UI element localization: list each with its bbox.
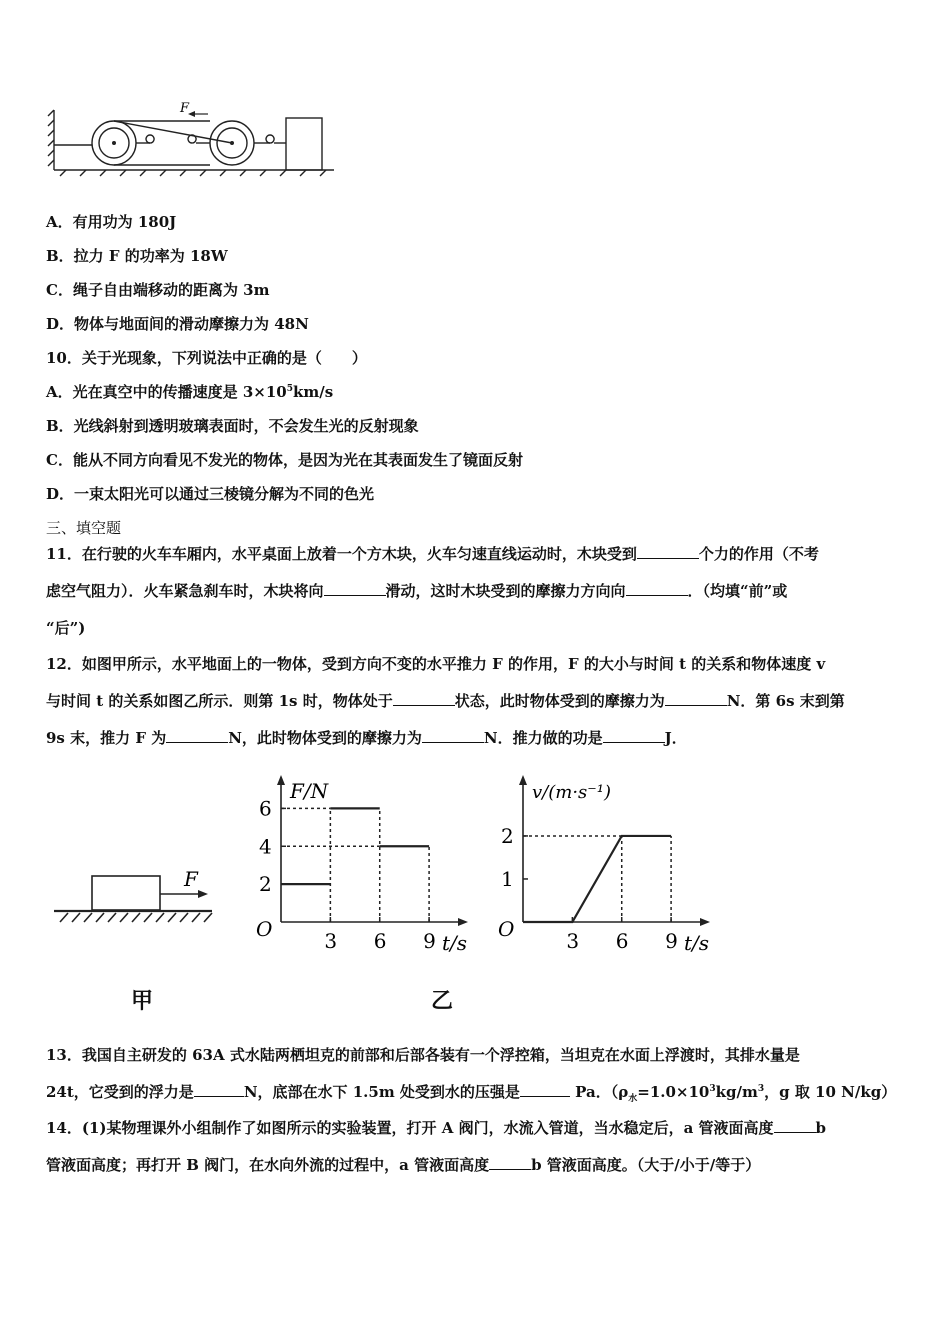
q9-option-c: C．绳子自由端移动的距离为 3m xyxy=(46,281,270,299)
q12-blank-5[interactable] xyxy=(603,728,665,743)
q14-blank-1[interactable] xyxy=(774,1118,816,1133)
q11-line-1: 11．在行驶的火车车厢内，水平桌面上放着一个方木块，火车匀速直线运动时，木块受到 个力的作用（不考 xyxy=(46,545,819,563)
q9-option-b: B．拉力 F 的功率为 18W xyxy=(46,247,228,265)
q12-line-3: 9s 末，推力 F 为 N，此时物体受到的摩擦力为 N．推力做的功是 J． xyxy=(46,729,687,747)
ft-y-label: F/N xyxy=(290,779,329,803)
vt-x-label: t/s xyxy=(684,931,710,955)
vt-y-label: v/(m·s⁻¹) xyxy=(532,782,612,803)
ft-origin: O xyxy=(256,917,273,941)
q13-blank-2[interactable] xyxy=(520,1082,570,1097)
q10-option-c: C．能从不同方向看见不发光的物体，是因为光在其表面发生了镜面反射 xyxy=(46,451,523,469)
q12-blank-3[interactable] xyxy=(166,728,228,743)
q14-blank-2[interactable] xyxy=(489,1155,531,1170)
ft-x-label: t/s xyxy=(442,931,468,955)
pulley-force-label: F xyxy=(180,101,190,116)
q10-option-b: B．光线斜射到透明玻璃表面时，不会发生光的反射现象 xyxy=(46,417,419,435)
vt-series-line xyxy=(523,836,671,922)
q12-blank-1[interactable] xyxy=(393,691,455,706)
q13-line-1: 13．我国自主研发的 63A 式水陆两栖坦克的前部和后部各装有一个浮控箱，当坦克在水面上浮渡时，其排水量是 xyxy=(46,1046,800,1064)
q11-line-3: “后”) xyxy=(46,619,86,637)
vt-y-tick-label-1: 2 xyxy=(501,823,514,848)
q11-blank-2[interactable] xyxy=(324,581,386,596)
q14-line-1: 14．(1)某物理课外小组制作了如图所示的实验装置，打开 A 阀门，水流入管道，当水稳定后，a 管液面高度 b xyxy=(46,1119,827,1137)
q9-option-a: A．有用功为 180J xyxy=(46,213,177,231)
vt-x-arrow xyxy=(700,918,710,926)
q11-line-2: 虑空气阻力）．火车紧急刹车时，木块将向 滑动，这时木块受到的摩擦力方向向 ．（均填“前”或 xyxy=(46,582,788,600)
section-title: 三、填空题 xyxy=(46,519,122,537)
vt-y-tick-label-0: 1 xyxy=(501,866,514,891)
ft-x-arrow xyxy=(458,918,468,926)
figure-yi-caption: 乙 xyxy=(431,988,454,1014)
q9-option-d: D．物体与地面间的滑动摩擦力为 48N xyxy=(46,315,309,333)
ft-y-tick-label-2: 6 xyxy=(259,796,272,821)
q13-line-2: 24t，它受到的浮力是 N，底部在水下 1.5m 处受到水的压强是 Pa．（$\rho_水=1.0\times 10^3kg/m^3$，g 取 10 N/kg） xyxy=(46,1083,897,1104)
figure-jia xyxy=(50,858,220,938)
vt-x-tick-label-2: 9 xyxy=(665,929,678,953)
vt-origin: O xyxy=(498,917,515,941)
ft-y-tick-label-0: 2 xyxy=(259,872,272,897)
q10-option-a: A．光在真空中的传播速度是 $3\times 10^5km/s$ xyxy=(46,383,334,401)
vt-x-tick-label-1: 6 xyxy=(615,929,629,953)
ft-y-arrow xyxy=(277,775,285,785)
pulley-diagram xyxy=(44,98,344,180)
q12-line-1: 12．如图甲所示，水平地面上的一物体，受到方向不变的水平推力 F 的作用，F 的大小与时间 t 的关系和物体速度 v xyxy=(46,655,826,673)
q11-blank-3[interactable] xyxy=(626,581,688,596)
force-time-chart xyxy=(248,772,480,962)
jia-force-label: F xyxy=(184,867,198,891)
q13-blank-1[interactable] xyxy=(194,1082,244,1097)
q12-blank-2[interactable] xyxy=(665,691,727,706)
ft-y-tick-label-1: 4 xyxy=(259,834,272,859)
q12-line-2: 与时间 t 的关系如图乙所示．则第 1s 时，物体处于 状态，此时物体受到的摩擦力为 N．第 6s 末到第 xyxy=(46,692,845,710)
ft-x-tick-label-2: 9 xyxy=(423,929,436,953)
q11-blank-1[interactable] xyxy=(637,544,699,559)
figure-jia-caption: 甲 xyxy=(131,988,154,1014)
q10-option-d: D．一束太阳光可以通过三棱镜分解为不同的色光 xyxy=(46,485,375,503)
vt-y-arrow xyxy=(519,775,527,785)
q14-line-2: 管液面高度；再打开 B 阀门，在水向外流的过程中，a 管液面高度 b 管液面高度。（大于/小于/等于） xyxy=(46,1156,761,1174)
vt-x-tick-label-0: 3 xyxy=(566,929,580,953)
q12-blank-4[interactable] xyxy=(422,728,484,743)
ft-x-tick-label-0: 3 xyxy=(324,929,338,953)
q10-stem: 10．关于光现象，下列说法中正确的是（ ） xyxy=(46,349,367,367)
velocity-time-chart xyxy=(490,772,722,962)
ft-x-tick-label-1: 6 xyxy=(373,929,387,953)
